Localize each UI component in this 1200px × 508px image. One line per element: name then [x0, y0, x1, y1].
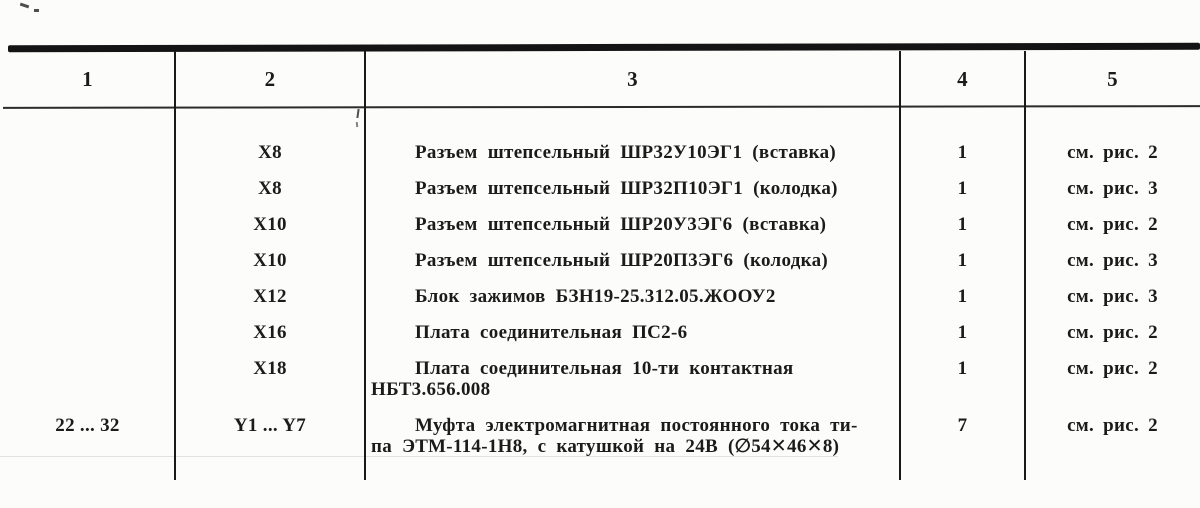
cell-position-number	[0, 214, 175, 235]
description-line: Разъем штепсельный ШР20П3ЭГ6 (колодка)	[415, 250, 829, 271]
description-line: НБТ3.656.008	[371, 379, 491, 400]
scan-speck	[34, 9, 39, 12]
description-line: Разъем штепсельный ШР20У3ЭГ6 (вставка)	[415, 214, 827, 235]
table-body	[0, 142, 1200, 472]
table-row	[0, 142, 1200, 163]
cell-figure-ref: см. рис. 3	[1067, 286, 1158, 307]
description-line: Разъем штепсельный ШР32У10ЭГ1 (вставка)	[415, 142, 837, 163]
cell-position-number	[0, 178, 175, 199]
cell-figure-ref: см. рис. 2	[1067, 322, 1158, 343]
cell-figure-ref: см. рис. 3	[1067, 250, 1158, 271]
column-header-3: 3	[627, 66, 638, 91]
cell-position-number	[0, 250, 175, 271]
table-row	[0, 415, 1200, 457]
cell-description	[365, 322, 900, 343]
description-line: Разъем штепсельный ШР32П10ЭГ1 (колодка)	[415, 178, 838, 199]
cell-quantity: 1	[957, 286, 968, 307]
cell-quantity: 1	[957, 214, 968, 235]
description-line: Плата соединительная 10-ти контактная	[415, 358, 794, 379]
cell-quantity: 1	[957, 250, 968, 271]
column-header-1: 1	[82, 66, 93, 91]
description-line: па ЭТМ-114-1Н8, с катушкой на 24В (∅54✕46✕8)	[371, 436, 840, 457]
cell-description	[365, 178, 900, 199]
cell-figure-ref: см. рис. 3	[1067, 178, 1158, 199]
cell-designation: X8	[258, 178, 282, 199]
table-row	[0, 322, 1200, 343]
column-header-4: 4	[957, 66, 968, 91]
header-separator-line	[3, 105, 1200, 109]
column-header-5: 5	[1107, 66, 1118, 91]
table-header-row	[0, 56, 1200, 102]
cell-description	[365, 250, 900, 271]
cell-description	[365, 142, 900, 163]
table-row	[0, 358, 1200, 400]
scan-speck	[20, 3, 29, 9]
description-line: Блок зажимов БЗН19-25.312.05.ЖООУ2	[415, 286, 776, 307]
table-row	[0, 250, 1200, 271]
cell-description	[365, 214, 900, 235]
cell-position-number	[0, 358, 175, 400]
cell-quantity: 7	[957, 415, 968, 436]
description-line: Муфта электромагнитная постоянного тока ти-	[415, 415, 858, 436]
cell-designation: X16	[253, 322, 287, 343]
cell-position-number	[0, 286, 175, 307]
table-row	[0, 286, 1200, 307]
cell-designation: X10	[253, 250, 287, 271]
cell-quantity: 1	[957, 358, 968, 379]
scan-tick-mark	[356, 122, 359, 127]
column-header-2: 2	[264, 66, 276, 91]
cell-quantity: 1	[957, 142, 968, 163]
cell-figure-ref: см. рис. 2	[1067, 358, 1158, 379]
cell-position-number	[0, 142, 175, 163]
cell-position-number: 22 ... 32	[55, 415, 120, 436]
cell-description	[365, 286, 900, 307]
cell-quantity: 1	[957, 322, 968, 343]
cell-position-number	[0, 322, 175, 343]
scan-tick-mark	[356, 109, 359, 118]
cell-quantity: 1	[957, 178, 968, 199]
cell-figure-ref: см. рис. 2	[1067, 415, 1158, 436]
table-top-border	[8, 43, 1200, 52]
cell-figure-ref: см. рис. 2	[1067, 142, 1158, 163]
cell-description	[365, 415, 900, 457]
table-row	[0, 214, 1200, 235]
description-line: Плата соединительная ПС2-6	[415, 322, 688, 343]
cell-description	[365, 358, 900, 400]
table-row	[0, 178, 1200, 199]
cell-figure-ref: см. рис. 2	[1067, 214, 1158, 235]
cell-designation: X12	[253, 286, 287, 307]
cell-designation: Y1 ... Y7	[233, 415, 307, 436]
cell-designation: X18	[253, 358, 287, 379]
cell-designation: X10	[253, 214, 287, 235]
cell-designation: X8	[258, 142, 282, 163]
